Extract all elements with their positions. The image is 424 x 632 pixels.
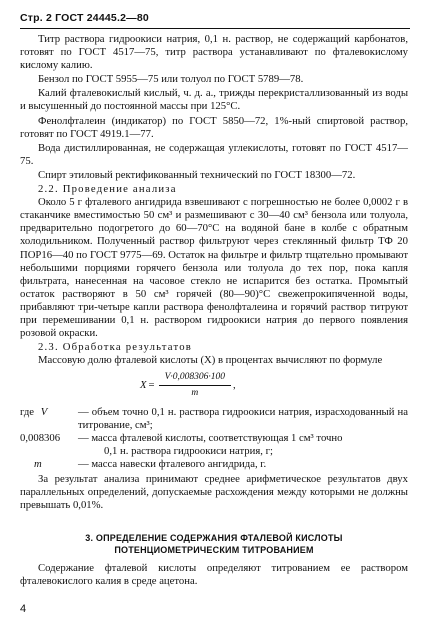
formula-numerator: V·0,008306·100 [159, 371, 231, 386]
formula-fraction [159, 371, 231, 400]
definition-symbol [20, 406, 78, 432]
page-number: 4 [20, 603, 27, 615]
definition-row [20, 432, 408, 445]
section-3-title-line2: ПОТЕНЦИОМЕТРИЧЕСКИМ ТИТРОВАНИЕМ [114, 545, 314, 556]
formula-equals: = [148, 379, 155, 392]
definition-text-constant: масса фталевой кислоты, соответствующая 1 см³ точно [91, 431, 343, 444]
definition-row [20, 406, 408, 432]
section-3-body: Содержание фталевой кислоты определяют титрованием ее раствором фталевокислого калия в среде ацетона. [20, 562, 408, 588]
definition-text [78, 406, 408, 432]
paragraph-phenolphthalein: Фенолфталеин (индикатор) по ГОСТ 5850—72, 1%-ный спиртовой раствор, готовят по ГОСТ 4919.1—77. [20, 114, 408, 140]
definition-row [20, 458, 408, 471]
formula-trail: , [233, 379, 236, 392]
section-2-2-heading: 2.2. Проведение анализа [38, 183, 177, 196]
definition-symbol-constant: 0,008306 [20, 431, 61, 444]
section-2-3-heading: 2.3. Обработка результатов [38, 341, 192, 354]
formula-lhs: X [140, 379, 147, 392]
definition-text-v: объем точно 0,1 н. раствора гидроокиси натрия, израсходованный на титрование, см³; [78, 405, 408, 431]
definition-dash: — [78, 405, 89, 418]
definition-symbol-v: V [40, 405, 48, 418]
paragraph-benzene: Бензол по ГОСТ 5955—75 или толуол по ГОСТ 5789—78. [38, 73, 304, 86]
paragraph-ethyl-alcohol: Спирт этиловый ректификованный технический по ГОСТ 18300—72. [38, 168, 356, 181]
header-rule [20, 28, 410, 29]
paragraph-sodium-hydroxide: Титр раствора гидроокиси натрия, 0,1 н. раствор, не содержащий карбонатов, готовят по ГОСТ 4517—75, титр раствора устанавливают по фталевокислому кислому калию. [20, 33, 408, 72]
where-word: где [20, 405, 35, 418]
paragraph-potassium-phthalate: Калий фталевокислый кислый, ч. д. а., трижды перекристаллизованный из воды и высушенный до постоянной массы при 125°С. [20, 87, 408, 113]
definition-continuation: 0,1 н. раствора гидроокиси натрия, г; [104, 444, 273, 457]
definition-text [78, 458, 408, 471]
section-2-2-body: Около 5 г фталевого ангидрида взвешивают с погрешностью не более 0,0002 г в стаканчике вместимостью 50 см³ и размешивают с 30—40 см³ бензола или толуола, предварительно подогретого до 60—70°С на водяной бане в колбе с обратным холодильником. Полученный раствор фильтруют через стеклянный фильтр ТФ 20 ПОР16—40 по ГОСТ 9775—69. Остаток на фильтре и фильтр тщательно промывают небольшими порциями горячего бензола или толуола до тех пор, пока капля фильтрата, нанесенная на часовое стекло не испарится без остатка. Промытый остаток растворяют в 50 см³ горячей (80—90)°С свежепрокипяченной воды, прибавляют три-четыре капли раствора фенолфталеина и горячий раствор титруют при перемешивании 0,1 н. раствором гидроокиси натрия до первого появления розовой окраски. [20, 196, 408, 340]
definition-dash: — [78, 431, 89, 444]
paragraph-distilled-water: Вода дистиллированная, не содержащая углекислоты, готовят по ГОСТ 4517—75. [20, 141, 408, 167]
definition-text [78, 432, 408, 445]
definitions-list [20, 406, 408, 471]
section-2-3-result: За результат анализа принимают среднее арифметическое результатов двух параллельных определений, допускаемые расхождения между которыми не должны превышать 0,01%. [20, 473, 408, 512]
formula [20, 371, 408, 400]
definition-text-m: масса навески фталевого ангидрида, г. [91, 457, 267, 470]
page-content [20, 33, 408, 589]
definition-symbol-m: m [34, 457, 42, 470]
page-header: Стр. 2 ГОСТ 24445.2—80 [20, 12, 149, 24]
section-3-heading [20, 532, 408, 556]
formula-denominator: m [191, 388, 199, 399]
definition-dash: — [78, 457, 89, 470]
section-2-3-intro: Массовую долю фталевой кислоты (X) в процентах вычисляют по формуле [38, 354, 383, 367]
section-3-title-line1: 3. ОПРЕДЕЛЕНИЕ СОДЕРЖАНИЯ ФТАЛЕВОЙ КИСЛОТЫ [85, 533, 343, 544]
